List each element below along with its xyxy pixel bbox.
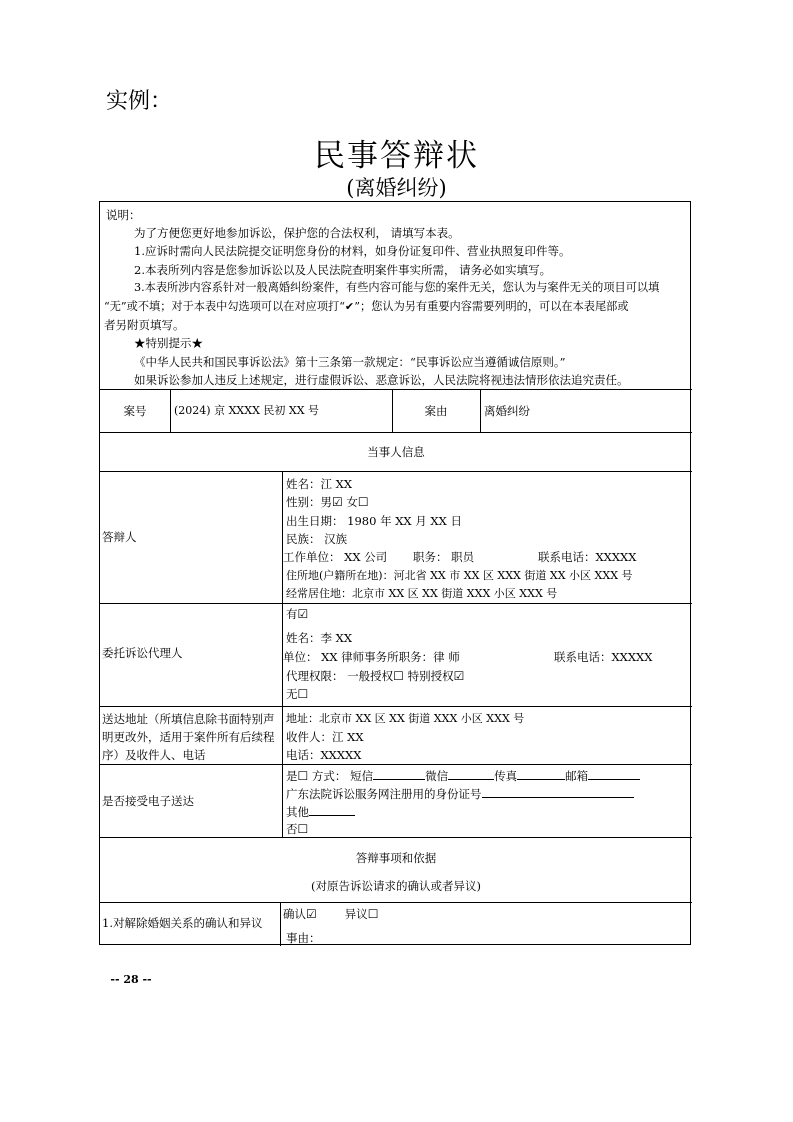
gender-female-checkbox[interactable]: ☐ xyxy=(357,495,369,509)
column-divider xyxy=(170,389,171,432)
objection-checkbox[interactable]: ☐ xyxy=(367,907,379,921)
general-authority-checkbox[interactable]: ☐ xyxy=(393,669,404,683)
confirm-label: 确认 xyxy=(283,907,306,921)
authority-label: 代理权限： 一般授权 xyxy=(286,669,394,683)
instructions-intro: 为了方便您更好地参加诉讼，保护您的合法权利， 请填写本表。 xyxy=(134,226,460,240)
instructions-item-2: 2.本表所列内容是您参加诉讼以及人民法院查明案件事实所需， 请务必如实填写。 xyxy=(134,263,552,277)
service-recipient: 收件人：江 XX xyxy=(286,730,364,744)
instructions-item-3-continued: “无”或不填；对于本表中勾选项可以在对应项打“✔”；您认为另有重要内容需要列明的，可以在本表尾部或 xyxy=(104,300,629,313)
defense-item-1-label: 1.对解除婚姻关系的确认和异议 xyxy=(102,916,263,930)
wechat-blank[interactable] xyxy=(448,768,494,780)
row-divider xyxy=(100,837,692,838)
column-divider xyxy=(280,902,281,946)
special-authority-checkbox[interactable]: ☑ xyxy=(453,669,465,683)
respondent-phone: 联系电话：XXXXX xyxy=(538,550,637,564)
instructions-item-3: 3.本表所涉内容系针对一般离婚纠纷案件，有些内容可能与您的案件无关，您认为与案件无关的项目可以填 xyxy=(134,281,660,294)
service-phone: 电话：XXXXX xyxy=(286,748,362,762)
law-quote: 《中华人民共和国民事诉讼法》第十三条第一款规定：“民事诉讼应当遵循诚信原则。” xyxy=(134,355,566,369)
platform-id-blank[interactable] xyxy=(482,786,634,798)
row-divider xyxy=(100,764,692,765)
instructions-item-3-end: 者另附页填写。 xyxy=(104,318,185,332)
instructions-heading: 说明： xyxy=(106,208,141,222)
document-subtitle: (离婚纠纷) xyxy=(346,176,447,200)
respondent-position: 职务： 职员 xyxy=(413,550,475,564)
confirm-checkbox[interactable]: ☑ xyxy=(306,907,317,921)
objection-label: 异议 xyxy=(344,907,368,921)
service-address-value: 地址：北京市 XX 区 XX 街道 XXX 小区 XXX 号 xyxy=(286,712,525,725)
e-service-no xyxy=(286,822,308,836)
special-tip: ★特别提示★ xyxy=(134,336,203,350)
answer-form-table xyxy=(99,201,691,945)
column-divider xyxy=(480,389,481,432)
gender-label: 性别：男 xyxy=(286,495,332,509)
row-divider xyxy=(100,706,692,707)
agent-none xyxy=(286,687,308,701)
respondent-work-unit: 工作单位： XX 公司 xyxy=(283,550,388,564)
agent-none-label: 无 xyxy=(286,687,298,701)
e-service-other xyxy=(286,804,355,819)
sms-blank[interactable] xyxy=(373,768,425,780)
agent-label: 委托诉讼代理人 xyxy=(102,646,183,660)
case-number-label: 案号 xyxy=(123,404,147,418)
service-address-label-line-3: 序）及收件人、电话 xyxy=(102,748,206,762)
e-service-yes-label: 是 xyxy=(286,769,298,783)
defense-section-header: 答辩事项和依据 xyxy=(355,851,437,865)
row-divider xyxy=(100,902,692,903)
e-service-label: 是否接受电子送达 xyxy=(102,794,194,808)
row-divider xyxy=(100,471,692,472)
e-service-no-checkbox[interactable]: ☐ xyxy=(297,822,309,836)
method-label: 方式： 短信 xyxy=(308,769,374,783)
row-divider xyxy=(100,432,692,433)
fax-label: 传真 xyxy=(494,769,518,783)
other-blank[interactable] xyxy=(309,804,355,816)
agent-has-checkbox[interactable]: ☑ xyxy=(297,607,309,621)
special-authority-label: 特别授权 xyxy=(403,669,454,683)
agent-has-label: 有 xyxy=(286,607,298,621)
respondent-residence: 经常居住地：北京市 XX 区 XX 街道 XXX 小区 XXX 号 xyxy=(286,587,558,600)
defense-item-1-options xyxy=(283,907,379,921)
wechat-label: 微信 xyxy=(425,769,449,783)
service-address-label-line-2: 明更改外，适用于案件所有后续程 xyxy=(102,730,275,744)
case-cause-label: 案由 xyxy=(424,404,448,418)
platform-label: 广东法院诉讼服务网注册用的身份证号 xyxy=(286,787,482,801)
email-label: 邮箱 xyxy=(565,769,589,783)
agent-unit: 单位： XX 律师事务所职务：律 师 xyxy=(283,650,460,664)
other-label: 其他 xyxy=(286,805,309,819)
agent-name: 姓名：李 XX xyxy=(286,631,353,645)
case-cause-value: 离婚纠纷 xyxy=(484,404,530,418)
document-title: 民事答辩状 xyxy=(314,138,479,174)
example-label: 实例： xyxy=(106,89,173,114)
fax-blank[interactable] xyxy=(517,768,565,780)
instructions-item-1: 1.应诉时需向人民法院提交证明您身份的材料，如身份证复印件、营业执照复印件等。 xyxy=(134,244,571,258)
agent-has xyxy=(286,607,308,621)
e-service-platform xyxy=(286,786,634,801)
respondent-domicile: 住所地(户籍所在地)：河北省 XX 市 XX 区 XXX 街道 XX 小区 XXX 号 xyxy=(286,569,633,582)
respondent-gender xyxy=(286,495,369,509)
agent-authority xyxy=(286,669,464,683)
service-address-label-line-1: 送达地址（所填信息除书面特别声 xyxy=(102,712,275,726)
row-divider xyxy=(100,389,692,390)
row-divider xyxy=(100,603,692,604)
case-number-value: (2024) 京 XXXX 民初 XX 号 xyxy=(174,404,320,417)
respondent-ethnicity: 民族： 汉族 xyxy=(286,532,348,546)
defense-section-subheader: (对原告诉讼请求的确认或者异议) xyxy=(311,879,481,893)
respondent-name: 姓名：江 XX xyxy=(286,477,353,491)
respondent-dob: 出生日期： 1980 年 XX 月 XX 日 xyxy=(286,514,462,528)
warning-text: 如果诉讼参加人违反上述规定，进行虚假诉讼、恶意诉讼，人民法院将视违法情形依法追究责任。 xyxy=(134,373,629,387)
party-section-header: 当事人信息 xyxy=(367,445,425,459)
e-service-yes xyxy=(286,768,640,783)
respondent-label: 答辩人 xyxy=(102,530,137,544)
gender-female-label: 女 xyxy=(342,495,358,509)
page-number: -- 28 -- xyxy=(110,973,152,986)
agent-phone: 联系电话：XXXXX xyxy=(554,650,653,664)
e-service-no-label: 否 xyxy=(286,822,298,836)
e-service-yes-checkbox[interactable]: ☐ xyxy=(297,769,309,783)
email-blank[interactable] xyxy=(588,768,640,780)
defense-item-1-reason: 事由： xyxy=(286,931,321,945)
gender-male-checkbox[interactable]: ☑ xyxy=(332,495,343,509)
agent-none-checkbox[interactable]: ☐ xyxy=(297,687,309,701)
